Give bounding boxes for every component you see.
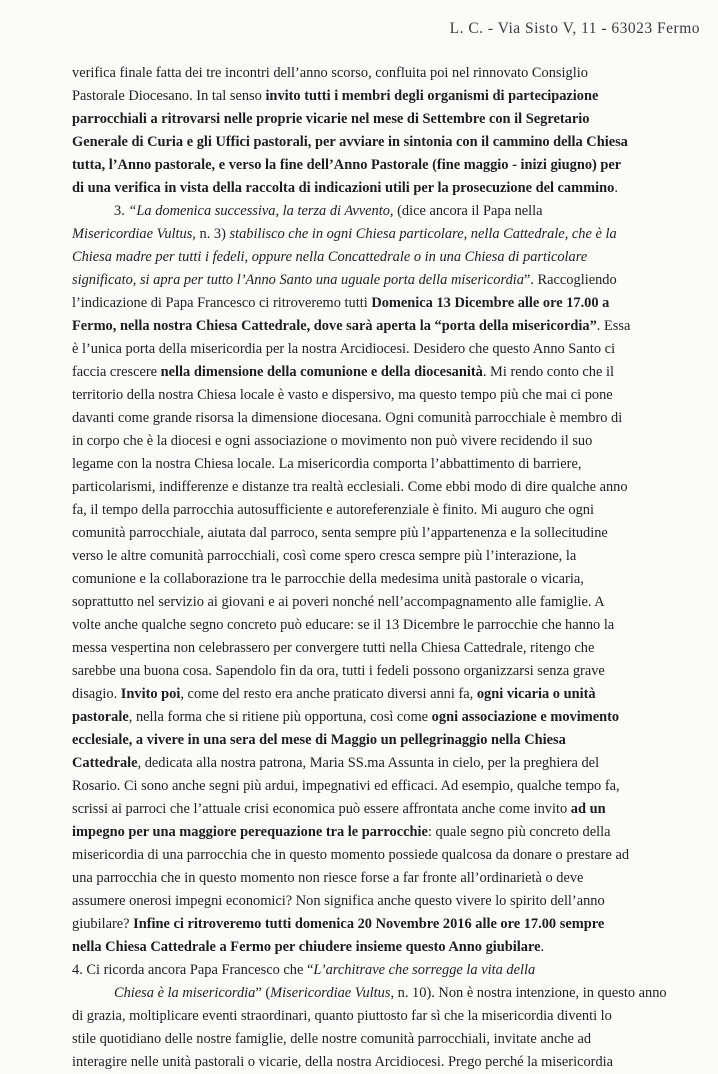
text-line: l’indicazione di Papa Francesco ci ritroveremo tutti Domenica 13 Dicembre alle ore 17.00 a <box>72 295 610 311</box>
text-line: impegno per una maggiore perequazione tra le parrocchie: quale segno più concreto della <box>72 824 611 840</box>
text-line: una parrocchia che in questo momento non riesce forse a far fronte all’ordinarietà o deve <box>72 870 584 886</box>
text-line: assumere onerosi impegni economici? Non significa anche questo vivere lo spirito dell’anno <box>72 893 605 909</box>
text-line: in corpo che è la diocesi e ogni associazione o movimento non può vivere recidendo il suo <box>72 433 593 449</box>
text-line: Rosario. Ci sono anche segni più ardui, impegnativi ed efficaci. Ad esempio, qualche tempo fa, <box>72 778 620 794</box>
text-line: 4. Ci ricorda ancora Papa Francesco che “L’architrave che sorregge la vita della <box>72 962 536 978</box>
text-line: nella Chiesa Cattedrale a Fermo per chiudere insieme questo Anno giubilare. <box>72 939 545 955</box>
text-line: parrocchiali a ritrovarsi nelle proprie vicarie nel mese di Settembre con il Segretario <box>72 111 590 127</box>
text-line: verso le altre comunità parrocchiali, così come spero cresca sempre più l’interazione, la <box>72 548 577 564</box>
text-line: Cattedrale, dedicata alla nostra patrona, Maria SS.ma Assunta in cielo, per la preghiera del <box>72 755 600 771</box>
text-line: stile quotidiano delle nostre famiglie, delle nostre comunità parrocchiali, invitate anche ad <box>72 1031 592 1047</box>
text-line: 3. “La domenica successiva, la terza di Avvento, (dice ancora il Papa nella <box>114 203 543 219</box>
text-line: giubilare? Infine ci ritroveremo tutti domenica 20 Novembre 2016 alle ore 17.00 sempre <box>72 916 605 932</box>
text-line: di grazia, moltiplicare eventi straordinari, quanto piuttosto far sì che la misericordia diventi lo <box>72 1008 612 1024</box>
text-line: particolarismi, indifferenze e distanze tra realtà ecclesiali. Come ebbi modo di dire qualche anno <box>72 479 628 495</box>
text-line: è l’unica porta della misericordia per la nostra Arcidiocesi. Desidero che questo Anno Santo ci <box>72 341 616 357</box>
text-line: scrissi ai parroci che l’attuale crisi economica può essere affrontata anche come invito ad un <box>72 801 606 817</box>
text-line: ecclesiale, a vivere in una sera del mese di Maggio un pellegrinaggio nella Chiesa <box>72 732 566 748</box>
text-line: legame con la nostra Chiesa locale. La misericordia comporta l’abbattimento di barriere, <box>72 456 582 472</box>
text-line: significato, si apra per tutto l’Anno Santo una uguale porta della misericordia”. Raccogliendo <box>72 272 617 288</box>
text-line: Chiesa è la misericordia” (Misericordiae Vultus, n. 10). Non è nostra intenzione, in questo anno <box>114 985 667 1001</box>
text-line: sarebbe una buona cosa. Sapendolo fin da ora, tutti i fedeli possono organizzarsi senza grave <box>72 663 605 679</box>
text-line: comunione e la collaborazione tra le parrocchie della medesima unità pastorale o vicaria, <box>72 571 584 587</box>
text-line: Fermo, nella nostra Chiesa Cattedrale, dove sarà aperta la “porta della misericordia”. Essa <box>72 318 631 334</box>
text-line: verifica finale fatta dei tre incontri dell’anno scorso, confluita poi nel rinnovato Consiglio <box>72 65 588 81</box>
text-line: misericordia di una parrocchia che in questo momento possiede qualcosa da donare o prestare ad <box>72 847 630 863</box>
text-line: messa vespertina non celebrassero per convergere tutti nella Chiesa Cattedrale, ritengo che <box>72 640 595 656</box>
text-line: Pastorale Diocesano. In tal senso invito tutti i membri degli organismi di partecipazione <box>72 88 599 104</box>
text-line: fa, il tempo della parrocchia autosufficiente e autoreferenziale è finito. Mi auguro che ogni <box>72 502 594 518</box>
text-line: Misericordiae Vultus, n. 3) stabilisco che in ogni Chiesa particolare, nella Cattedrale, che è la <box>72 226 617 242</box>
text-line: disagio. Invito poi, come del resto era anche praticato diversi anni fa, ogni vicaria o unità <box>72 686 596 702</box>
text-line: interagire nelle unità pastorali o vicarie, della nostra Arcidiocesi. Prego perché la misericordia <box>72 1054 614 1070</box>
letter-body <box>72 62 708 1074</box>
text-line: volte anche qualche segno concreto può educare: se il 13 Dicembre le parrocchie che hanno la <box>72 617 615 633</box>
text-line: tutta, l’Anno pastorale, e verso la fine dell’Anno Pastorale (fine maggio - inizi giugno) per <box>72 157 622 173</box>
text-line: territorio della nostra Chiesa locale è vasto e dispersivo, ma questo tempo più che mai ci pone <box>72 387 613 403</box>
text-line: faccia crescere nella dimensione della comunione e della diocesanità. Mi rendo conto che il <box>72 364 614 380</box>
address-header: L. C. - Via Sisto V, 11 - 63023 Fermo <box>449 20 700 37</box>
text-line: comunità parrocchiale, aiutata dal parroco, senta sempre più l’appartenenza e la sollecitudine <box>72 525 608 541</box>
text-line: pastorale, nella forma che si ritiene più opportuna, così come ogni associazione e movimento <box>72 709 620 725</box>
text-line: davanti come grande risorsa la dimensione diocesana. Ogni comunità parrocchiale è membro di <box>72 410 623 426</box>
text-line: soprattutto nel servizio ai giovani e ai poveri nonché nell’accompagnamento alle famiglie. A <box>72 594 605 610</box>
text-line: Generale di Curia e gli Uffici pastorali, per avviare in sintonia con il cammino della Chiesa <box>72 134 628 150</box>
text-line: Chiesa madre per tutti i fedeli, oppure nella Concattedrale o in una Chiesa di particolare <box>72 249 588 265</box>
text-line: di una verifica in vista della raccolta di indicazioni utili per la prosecuzione del cammino. <box>72 180 618 196</box>
